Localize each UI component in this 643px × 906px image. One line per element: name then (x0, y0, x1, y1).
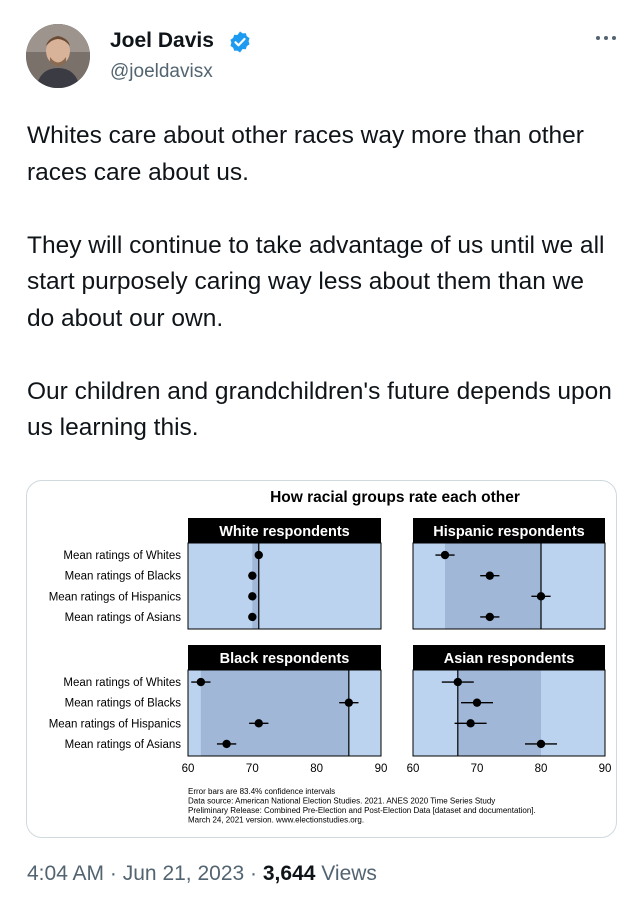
chart-note: March 24, 2021 version. www.electionstudies.org. (188, 815, 365, 825)
x-tick-label: 70 (470, 763, 484, 775)
panel-title: Black respondents (219, 651, 350, 667)
tweet-text (27, 118, 617, 447)
data-point (248, 592, 256, 600)
data-point (441, 551, 449, 559)
data-point (537, 740, 545, 748)
avatar[interactable] (26, 24, 90, 88)
chart-note: Data source: American National Election Studies. 2021. ANES 2020 Time Series Study (188, 796, 496, 806)
x-tick-label: 90 (598, 763, 612, 775)
data-point (248, 613, 256, 621)
x-tick-label: 80 (534, 763, 548, 775)
data-point (248, 571, 256, 579)
data-point (345, 698, 353, 706)
data-point (473, 698, 481, 706)
data-point (255, 551, 263, 559)
x-tick-label: 60 (406, 763, 420, 775)
data-point (486, 571, 494, 579)
in-group-shade (458, 670, 541, 756)
data-point (486, 613, 494, 621)
data-point (197, 678, 205, 686)
chart-note: Error bars are 83.4% confidence intervals (188, 787, 336, 796)
tweet-paragraph: Whites care about other races way more than other races care about us. (27, 122, 584, 186)
row-label: Mean ratings of Asians (64, 611, 181, 624)
row-label: Mean ratings of Whites (63, 550, 181, 563)
tweet-date[interactable]: Jun 21, 2023 (122, 862, 245, 885)
row-label: Mean ratings of Hispanics (48, 718, 181, 731)
chart-title: How racial groups rate each other (270, 489, 520, 506)
more-options-icon[interactable] (591, 28, 621, 48)
row-label: Mean ratings of Whites (63, 677, 181, 690)
panel-title: White respondents (219, 524, 350, 540)
separator: · (109, 862, 117, 885)
data-point (222, 740, 230, 748)
row-label: Mean ratings of Asians (64, 738, 181, 751)
views-label: Views (321, 862, 377, 885)
data-point (255, 719, 263, 727)
tweet-paragraph: Our children and grandchildren's future depends upon us learning this. (27, 377, 612, 441)
handle[interactable]: @joeldavisx (110, 61, 213, 82)
panel-title: Hispanic respondents (433, 524, 585, 540)
x-tick-label: 90 (374, 763, 388, 775)
avatar-image (26, 24, 90, 88)
panel-title: Asian respondents (443, 651, 575, 667)
panel-plot-area (188, 543, 381, 629)
chart-note: Preliminary Release: Combined Pre-Election and Post-Election Data [dataset and documentation]. (188, 806, 536, 815)
verified-badge-icon[interactable] (228, 30, 252, 54)
data-point (537, 592, 545, 600)
tweet-paragraph: They will continue to take advantage of us until we all start purposely caring way less about them than we do about our own. (27, 231, 605, 332)
row-label: Mean ratings of Hispanics (48, 591, 181, 604)
separator: · (250, 862, 258, 885)
x-tick-label: 70 (245, 763, 259, 775)
data-point (466, 719, 474, 727)
data-point (454, 678, 462, 686)
chart-svg (27, 481, 617, 838)
tweet-header (26, 24, 621, 90)
views-count: 3,644 (262, 862, 316, 885)
tweet-time[interactable]: 4:04 AM (27, 862, 105, 885)
display-name[interactable]: Joel Davis (110, 29, 214, 52)
x-tick-label: 80 (310, 763, 324, 775)
tweet-meta (27, 862, 377, 886)
row-label: Mean ratings of Blacks (64, 570, 181, 583)
x-tick-label: 60 (181, 763, 195, 775)
tweet-media-chart[interactable] (26, 480, 617, 838)
row-label: Mean ratings of Blacks (64, 697, 181, 710)
